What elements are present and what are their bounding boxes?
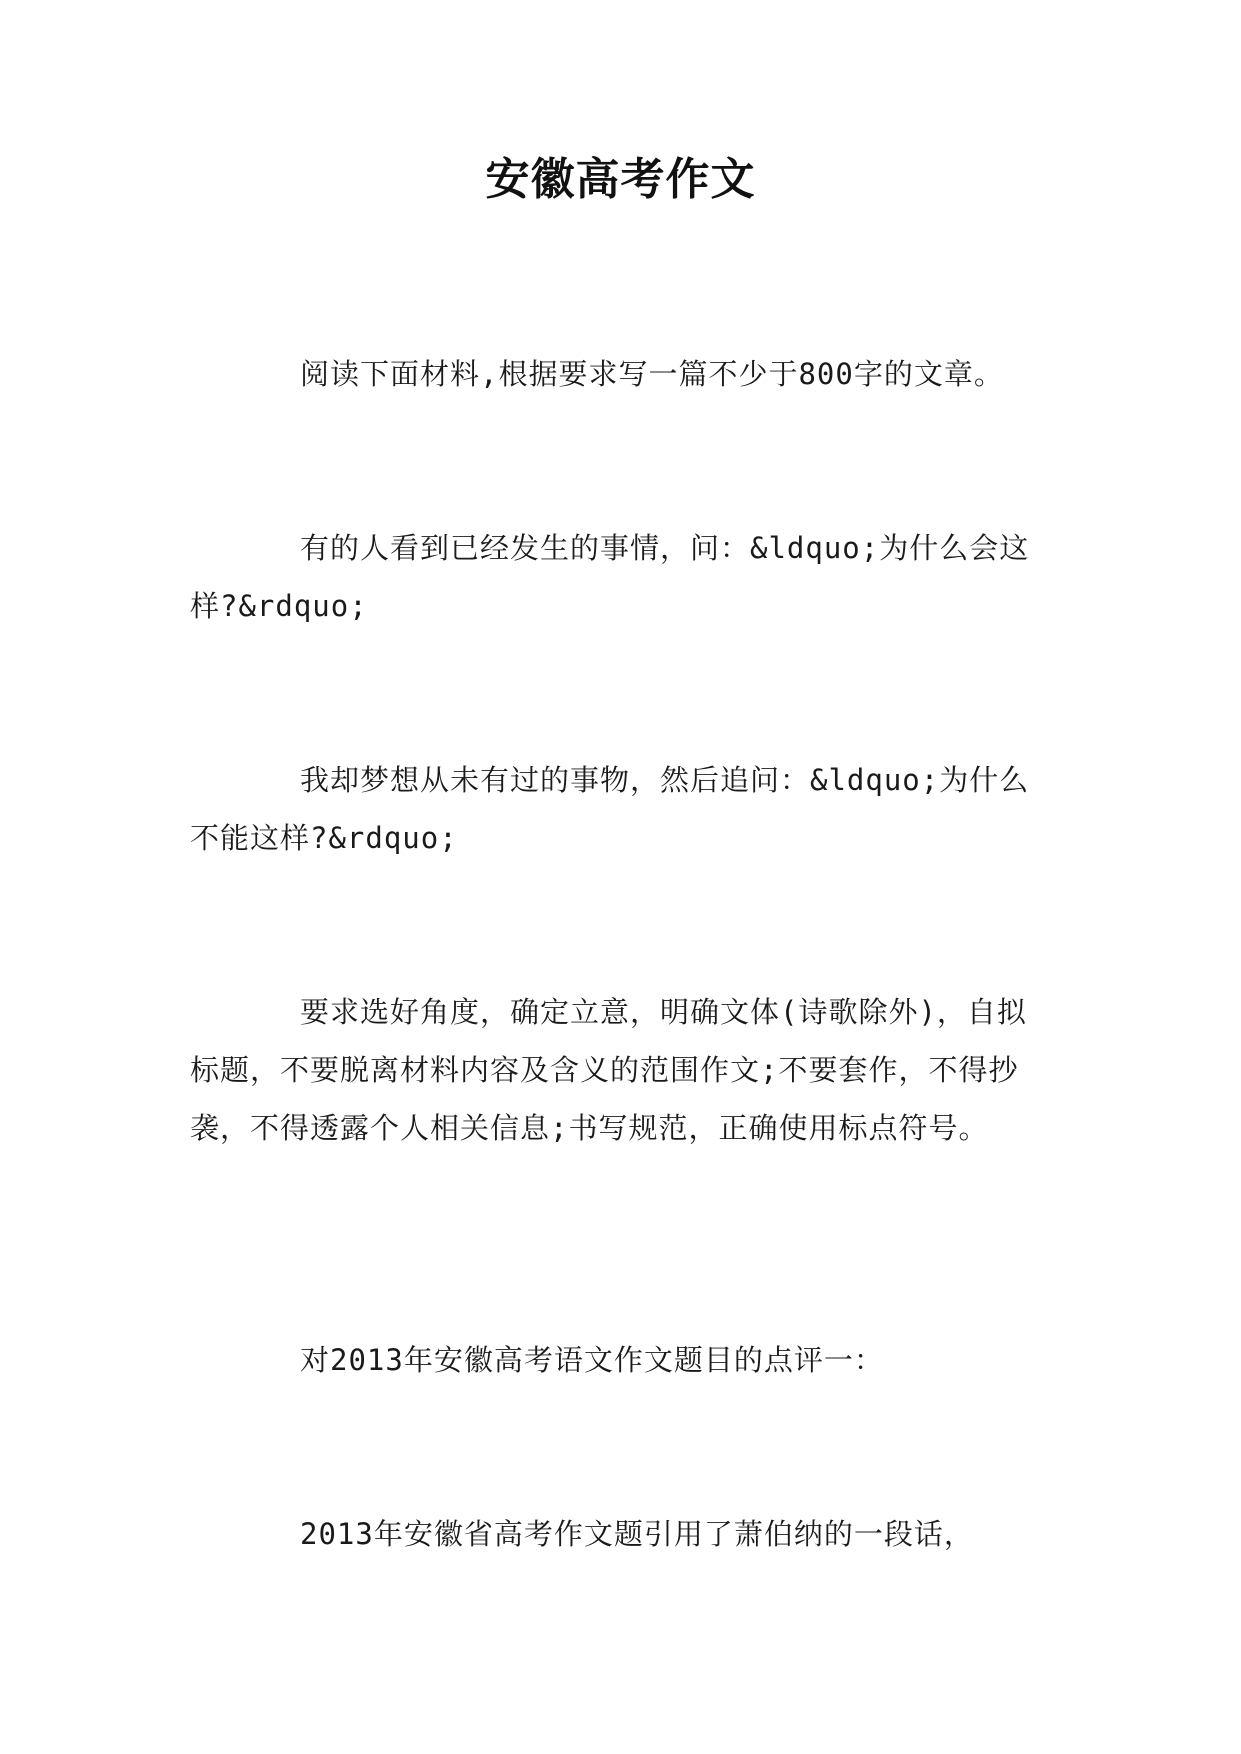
paragraph-instruction: 阅读下面材料,根据要求写一篇不少于800字的文章。 <box>300 357 1004 391</box>
paragraph-quote-second: 我却梦想从未有过的事物，然后追问：&ldquo;为什么不能这样?&rdquo; <box>190 763 1030 855</box>
paragraph-quote-first: 有的人看到已经发生的事情，问：&ldquo;为什么会这样?&rdquo; <box>190 531 1030 623</box>
paragraph-commentary-body: 2013年安徽省高考作文题引用了萧伯纳的一段话， <box>300 1517 974 1551</box>
paragraph-commentary-heading: 对2013年安徽高考语文作文题目的点评一： <box>300 1343 884 1377</box>
document-title: 安徽高考作文 <box>485 154 756 205</box>
paragraph-requirements: 要求选好角度，确定立意，明确文体(诗歌除外)，自拟标题，不要脱离材料内容及含义的范围作文;不要套作，不得抄袭，不得透露个人相关信息;书写规范，正确使用标点符号。 <box>190 995 1027 1145</box>
